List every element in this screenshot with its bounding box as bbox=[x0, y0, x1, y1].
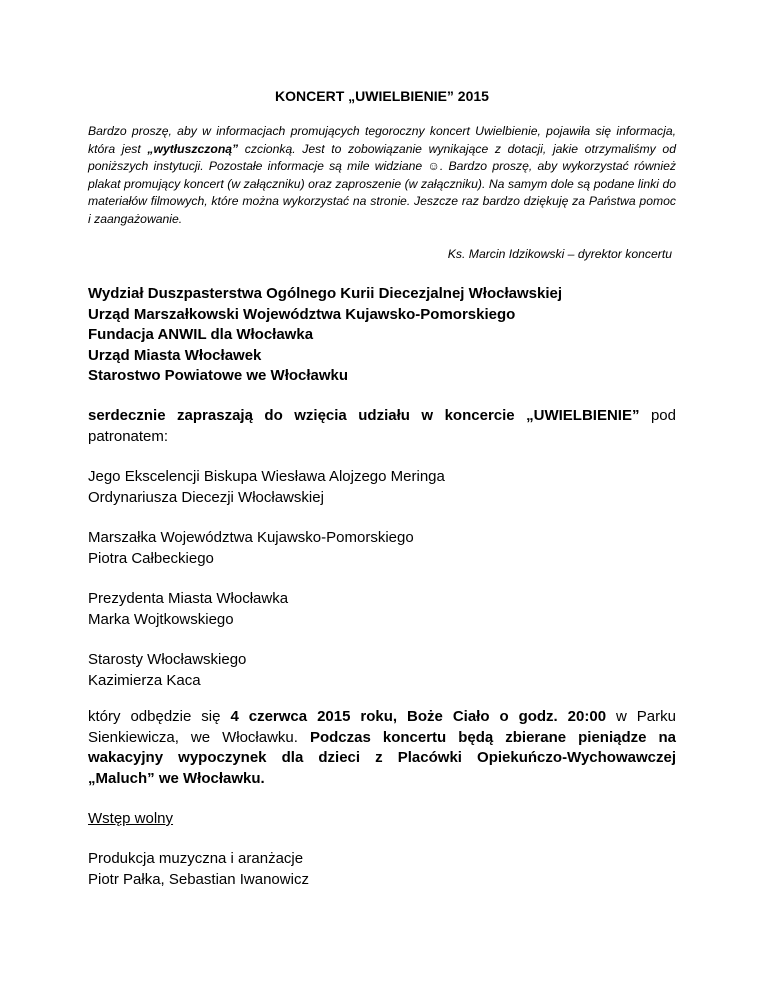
invitation-paragraph bbox=[88, 406, 676, 447]
event-fundraiser: Podczas koncertu będą zbierane pieniądze na wakacyjny wypoczynek dla dzieci z Placówki Opiekuńczo-Wychowawczej „Maluch” we Włocławku. bbox=[88, 728, 676, 787]
event-text-2: w Parku Sienkiewicza, we Włocławku. bbox=[88, 708, 676, 746]
event-paragraph bbox=[88, 707, 676, 789]
invitation-bold: serdecznie zapraszają do wzięcia udziału w koncercie „UWIELBIENIE” bbox=[88, 407, 640, 424]
patron-line2: Marka Wojtkowskiego bbox=[88, 610, 234, 628]
entry-note: Wstęp wolny bbox=[88, 810, 174, 827]
patron-line2: Ordynariusza Diecezji Włocławskiej bbox=[88, 488, 324, 506]
patron-block bbox=[88, 650, 676, 691]
patron-block bbox=[88, 528, 676, 569]
event-text-1: który odbędzie się bbox=[88, 708, 231, 725]
patron-line2: Piotra Całbeckiego bbox=[88, 549, 214, 567]
patron-block bbox=[88, 589, 676, 630]
patron-block bbox=[88, 467, 676, 508]
production-line2: Piotr Pałka, Sebastian Iwanowicz bbox=[88, 870, 309, 888]
patron-line1: Marszałka Województwa Kujawsko-Pomorskiego bbox=[88, 529, 414, 546]
event-date: 4 czerwca 2015 roku, Boże Ciało o godz. 20:00 bbox=[230, 708, 607, 725]
patron-line2: Kazimierza Kaca bbox=[88, 671, 201, 689]
production-line1: Produkcja muzyczna i aranżacje bbox=[88, 850, 304, 867]
intro-paragraph bbox=[88, 123, 676, 228]
signature: Ks. Marcin Idzikowski – dyrektor koncertu bbox=[447, 247, 672, 261]
intro-text-1: Bardzo proszę, aby w informacjach promujących tegoroczny koncert Uwielbienie, pojawiła się informacja, która jest bbox=[88, 124, 676, 156]
organization-item: Urząd Miasta Włocławek bbox=[88, 346, 262, 364]
organization-item: Wydział Duszpasterstwa Ogólnego Kurii Diecezjalnej Włocławskiej bbox=[88, 285, 563, 302]
organization-item: Starostwo Powiatowe we Włocławku bbox=[88, 367, 349, 384]
patron-line1: Starosty Włocławskiego bbox=[88, 651, 247, 668]
patron-line1: Prezydenta Miasta Włocławka bbox=[88, 590, 289, 607]
production-block bbox=[88, 849, 676, 890]
intro-text-2: czcionką. Jest to zobowiązanie wynikające z dotacji, jakie otrzymaliśmy od poniższych instytucji. Pozostałe informacje są mile widziane ☺. Bardzo proszę, aby wykorzystać również plakat promujący koncert (w załączniku) oraz zaproszenie (w załączniku). Na samym dole są podane linki do materiałów filmowych, które można wykorzystać na stronie. Jeszcze raz bardzo dziękuję za Państwa pomoc i zaangażowanie. bbox=[88, 141, 676, 226]
organizations-list bbox=[88, 284, 562, 387]
organization-item: Urząd Marszałkowski Województwa Kujawsko-Pomorskiego bbox=[88, 305, 516, 323]
patron-line1: Jego Ekscelencji Biskupa Wiesława Alojzego Meringa bbox=[88, 468, 445, 485]
document-title: KONCERT „UWIELBIENIE” 2015 bbox=[275, 88, 489, 104]
organization-item: Fundacja ANWIL dla Włocławka bbox=[88, 326, 314, 343]
invitation-rest: pod patronatem: bbox=[88, 407, 676, 445]
intro-bold: „wytłuszczoną” bbox=[147, 141, 239, 156]
